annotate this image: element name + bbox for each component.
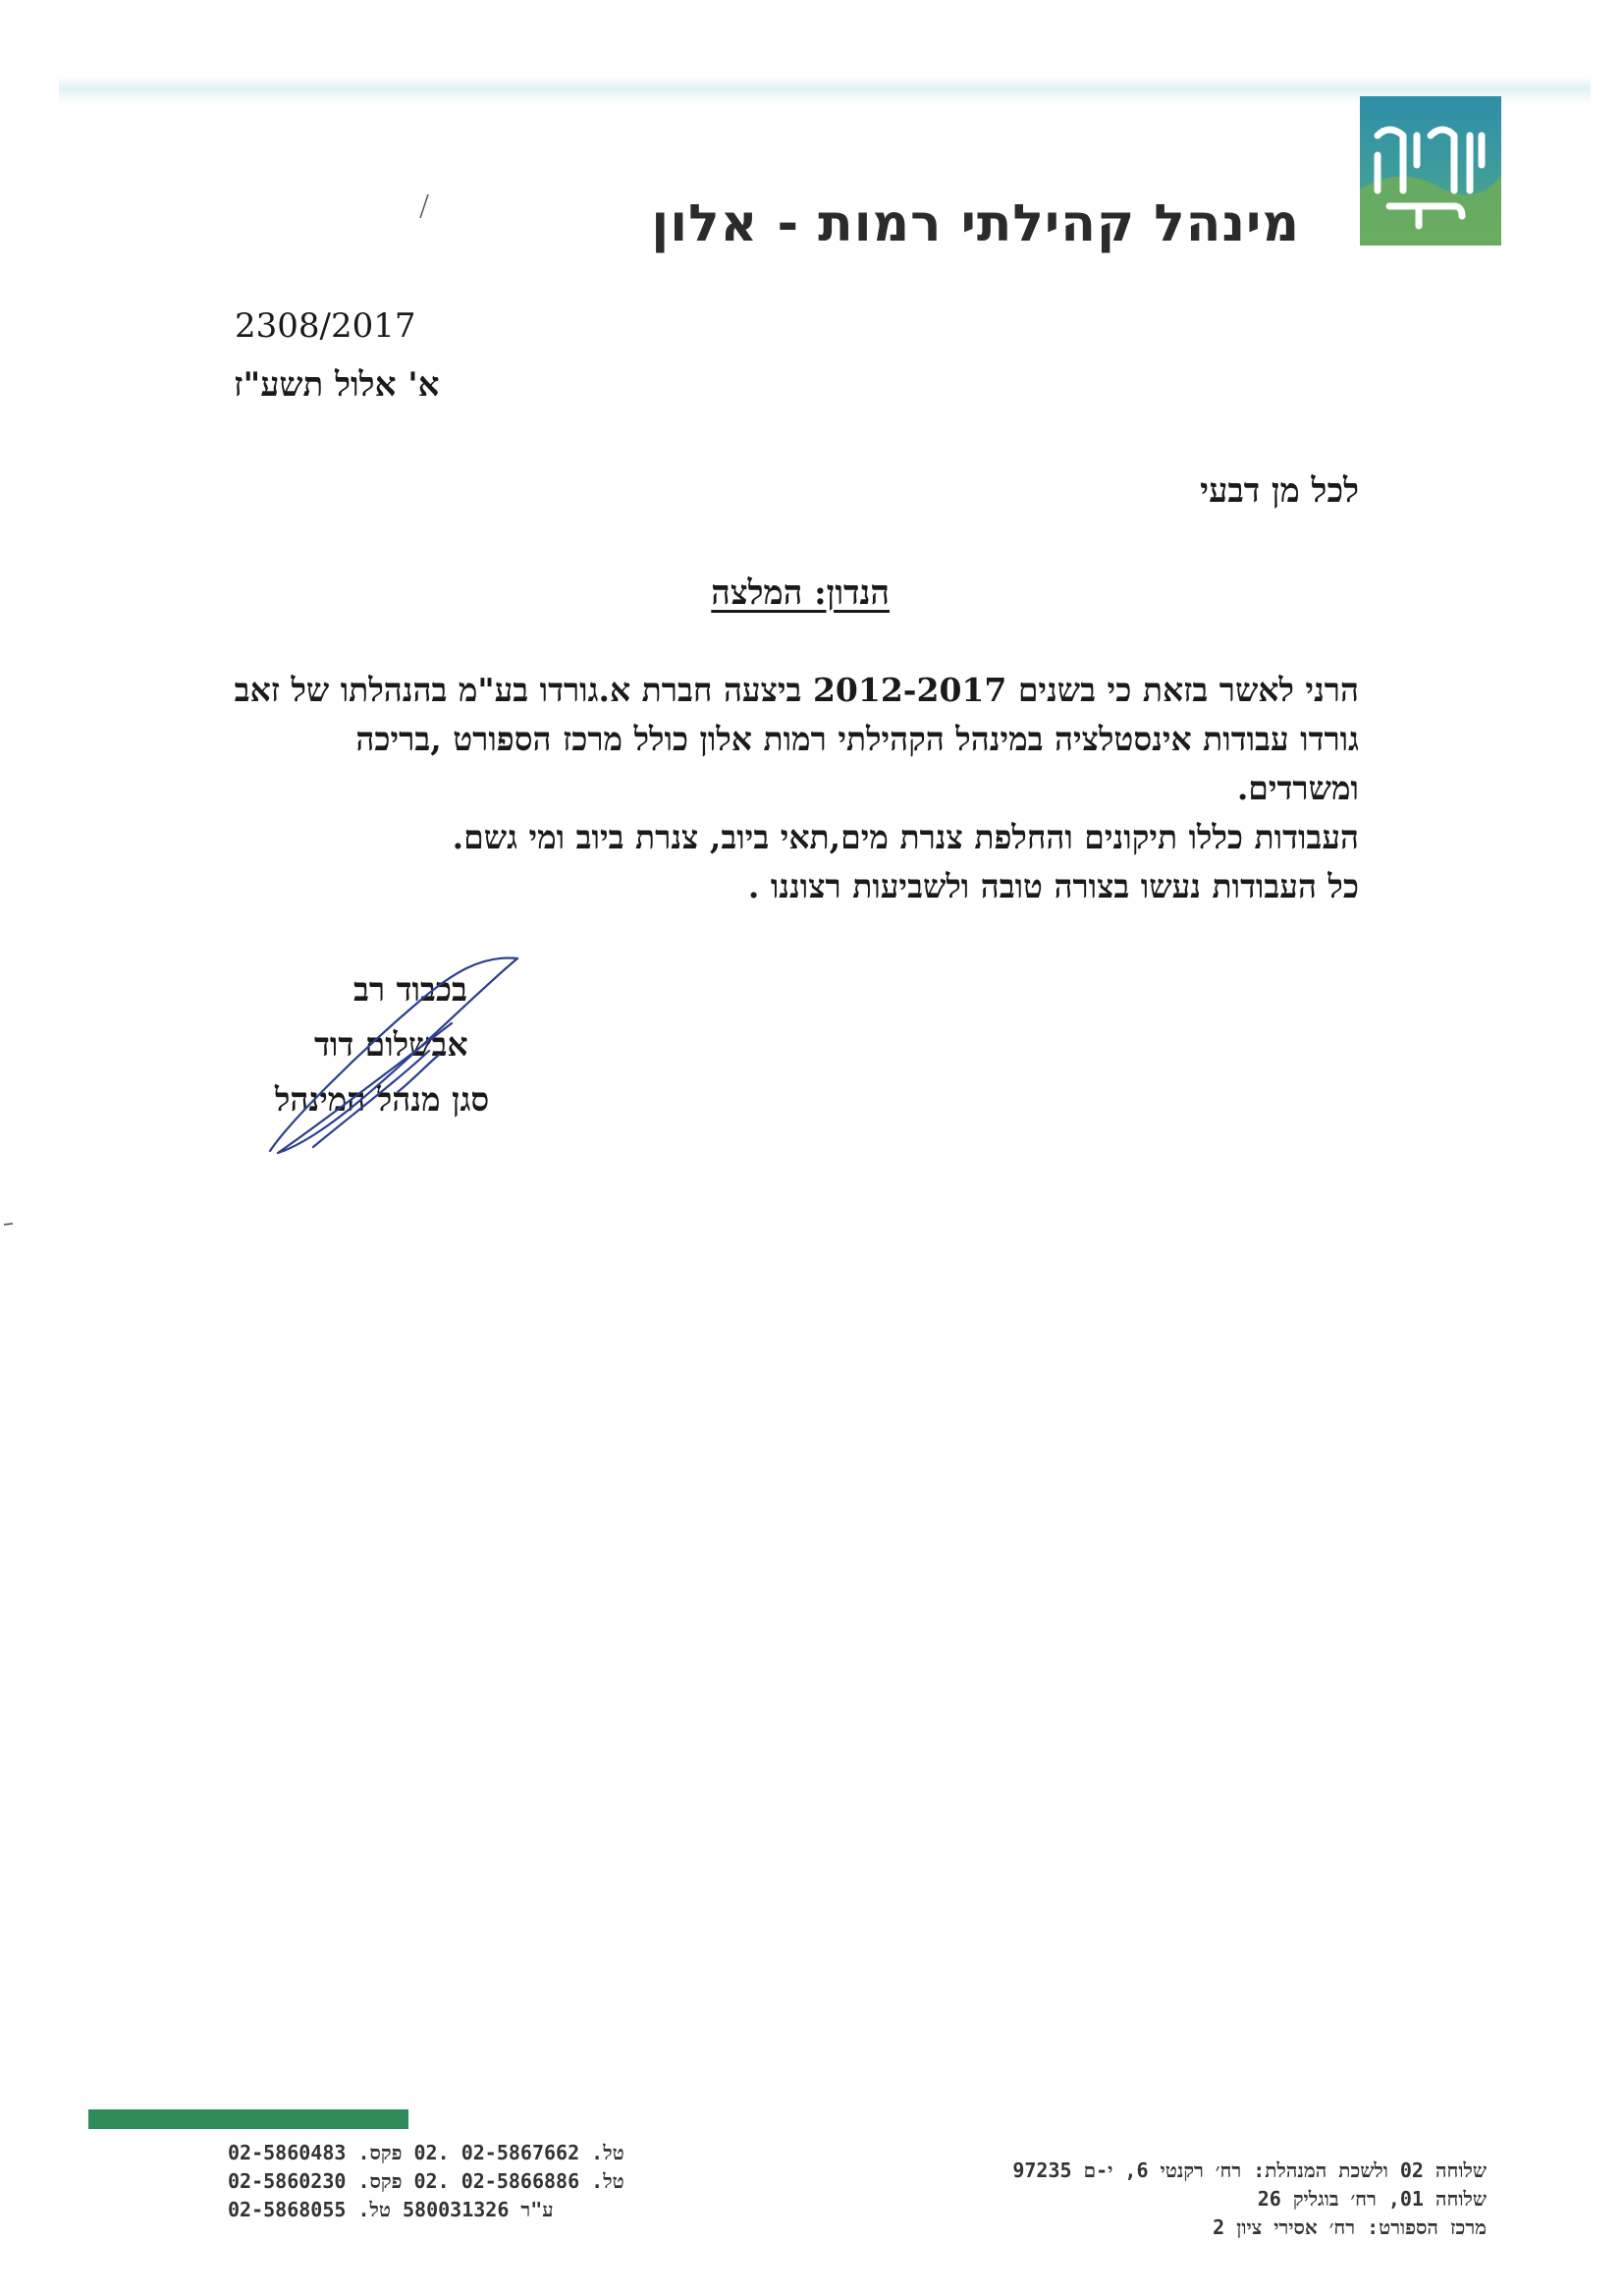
edge-mark — [4, 1222, 14, 1228]
body-line: ומשרדים. — [1236, 769, 1359, 807]
handwritten-signature — [250, 945, 545, 1171]
greeting: לכל מן דבעי — [1200, 471, 1359, 511]
letter-body — [210, 666, 1359, 911]
signer-title: סגן מנהל המינהל — [275, 1080, 490, 1119]
reference-number: 2308/2017 — [235, 306, 416, 346]
organization-name: מינהל קהילתי רמות - אלון — [651, 194, 1300, 253]
footer-phone-line: טל. 02-5867662 .02 פקס. 02-5860483 — [228, 2141, 624, 2164]
footer-address-line: מרכז הספורט: רח׳ אסירי ציון 2 — [1213, 2215, 1487, 2239]
body-line: העבודות כללו תיקונים והחלפת צנרת מים,תאי ביוב, צנרת ביוב ומי גשם. — [452, 818, 1359, 856]
footer-green-rule — [88, 2109, 408, 2129]
stray-pen-mark — [418, 192, 430, 220]
body-line: כל העבודות נעשו בצורה טובה ולשביעות רצוננו . — [747, 867, 1359, 905]
footer-address-block — [1012, 2157, 1487, 2242]
footer-address-line: שלוחה 02 ולשכת המנהלת: רח׳ רקנטי 6, י-ם 97235 — [1012, 2159, 1487, 2182]
closing-regards: בכבוד רב — [353, 970, 467, 1009]
body-line: הרני לאשר בזאת כי בשנים 2012-2017 ביצעה חברת א.גורדו בע"מ בהנהלתו של זאב — [234, 671, 1359, 709]
footer-phone-block — [228, 2139, 624, 2224]
signer-name: אבשלום דוד — [314, 1025, 468, 1064]
organization-logo — [1360, 96, 1501, 246]
footer-phone-line: ע"ר 580031326 טל. 02-5868055 — [228, 2198, 554, 2221]
body-line: גורדו עבודות אינסטלציה במינהל הקהילתי רמות אלון כולל מרכז הספורט ,בריכה — [355, 720, 1359, 758]
subject-line: הנדון: המלצה — [711, 574, 890, 613]
footer-address-line: שלוחה 01, רח׳ בוגליק 26 — [1257, 2187, 1487, 2211]
footer-phone-line: טל. 02-5866886 .02 פקס. 02-5860230 — [228, 2169, 624, 2193]
hebrew-date: א' אלול תשע"ז — [234, 365, 440, 405]
